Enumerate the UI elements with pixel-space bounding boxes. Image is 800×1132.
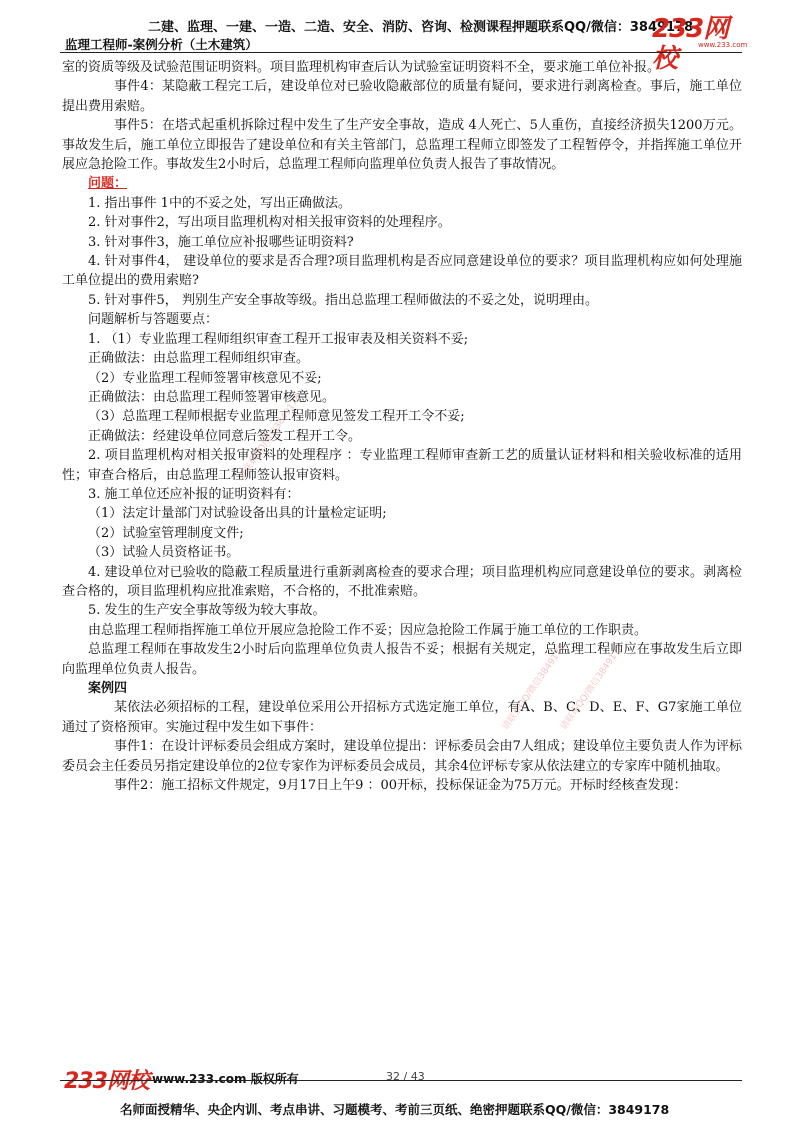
page-number: 32 / 43 — [386, 1070, 425, 1083]
document-title: 监理工程师-案例分析（土木建筑） — [65, 37, 258, 52]
answer-1-1-correction: 正确做法：由总监理工程师组织审查。 — [88, 351, 310, 367]
answer-4: 4. 建设单位对已验收的隐蔽工程质量进行重新剥离检查的要求合理；项目监理机构应同意建设单位的要求。剥离检查合格的，项目监理机构应批准索赔，不合格的，不批准索赔。 — [62, 564, 742, 599]
questions-heading: 问题： — [88, 176, 128, 192]
logo-text: 233网校 — [652, 14, 729, 74]
footer-divider — [60, 1080, 742, 1081]
answers-heading: 问题解析与答题要点： — [88, 312, 219, 328]
question-4: 4. 针对事件4， 建设单位的要求是否合理?项目监理机构是否应同意建设单位的要求？项目监理机构应如何处理施工单位提出的费用索赔? — [62, 254, 742, 289]
case-4-heading: 案例四 — [88, 681, 128, 696]
watermark: 请联系QQ/微信3849178 — [558, 642, 626, 733]
watermark: 请联系QQ/微信3849178 — [236, 392, 304, 483]
paragraph-event-4: 事件4：某隐蔽工程完工后，建设单位对已验收隐蔽部位的质量有疑问，要求进行剥离检查。事后，施工单位提出费用索赔。 — [62, 79, 742, 114]
footer-promo-line: 名师面授精华、央企内训、考点串讲、习题模考、考前三页纸、绝密押题联系QQ/微信：3849178 — [120, 1102, 670, 1117]
paragraph: 室的资质等级及试验范围证明资料。项目监理机构审查后认为试验室证明资料不全，要求施工单位补报。 — [62, 60, 661, 75]
answer-1-3-correction: 正确做法：经建设单位同意后签发工程开工令。 — [88, 428, 362, 444]
footer-logo: 233网校 — [64, 1069, 149, 1094]
logo-url: www.233.com — [698, 41, 748, 49]
footer-copyright: www.233.com 版权所有 — [152, 1072, 299, 1086]
document-body — [62, 58, 742, 795]
watermark: 请联系QQ/微信3849178 — [500, 642, 568, 733]
question-3: 3. 针对事件3，施工单位应补报哪些证明资料? — [88, 234, 354, 250]
case-4-event-1: 事件1：在设计评标委员会组成方案时，建设单位提出：评标委员会由7人组成；建设单位主要负责人作为评标委员会主任委员另指定建设单位的2位专家作为评标委员会成员，其余4位评标专家从依法建立的专家库中随机抽取。 — [62, 739, 742, 774]
answer-3-3: （3）试验人员资格证书。 — [88, 545, 240, 561]
answer-5-1: 由总监理工程师指挥施工单位开展应急抢险工作不妥；因应急抢险工作属于施工单位的工作职责。 — [88, 622, 648, 638]
header-divider — [60, 52, 742, 53]
case-4-event-2: 事件2：施工招标文件规定，9月17日上午9 ：00开标，投标保证金为75万元。开标时经核查发现： — [114, 778, 687, 794]
header-promo-line: 二建、监理、一建、一造、二造、安全、消防、咨询、检测课程押题联系QQ/微信：3849178 — [148, 20, 694, 35]
answer-1-2-correction: 正确做法：由总监理工程师签署审核意见。 — [88, 389, 336, 405]
question-1: 1. 指出事件 1中的不妥之处，写出正确做法。 — [88, 195, 351, 211]
question-2: 2. 针对事件2，写出项目监理机构对相关报审资料的处理程序。 — [88, 215, 451, 231]
question-5: 5. 针对事件5， 判别生产安全事故等级。指出总监理工程师做法的不妥之处，说明理由。 — [88, 292, 598, 308]
case-4-intro: 某依法必须招标的工程，建设单位采用公开招标方式选定施工单位，有A、B、C、D、E、F、G7家施工单位通过了资格预审。实施过程中发生如下事件： — [62, 700, 742, 735]
answer-1-3: （3）总监理工程师根据专业监理工程师意见签发工程开工令不妥; — [88, 409, 465, 425]
answer-5: 5. 发生的生产安全事故等级为较大事故。 — [88, 603, 326, 619]
answer-3: 3. 施工单位还应补报的证明资料有： — [88, 486, 300, 502]
answer-3-1: （1）法定计量部门对试验设备出具的计量检定证明; — [88, 506, 387, 522]
answer-1-1: 1. （1）专业监理工程师组织审查工程开工报审表及相关资料不妥; — [88, 331, 469, 347]
answer-2: 2. 项目监理机构对相关报审资料的处理程序 ：专业监理工程师审查新工艺的质量认证材料和相关验收标准的适用性；审查合格后，由总监理工程师签认报审资料。 — [62, 448, 742, 483]
answer-5-2: 总监理工程师在事故发生2小时后向监理单位负责人报告不妥；根据有关规定，总监理工程师应在事故发生后立即向监理单位负责人报告。 — [62, 642, 742, 677]
answer-1-2: （2）专业监理工程师签署审核意见不妥; — [88, 370, 322, 386]
brand-logo — [652, 14, 748, 74]
answer-3-2: （2）试验室管理制度文件; — [88, 525, 244, 541]
paragraph-event-5: 事件5：在塔式起重机拆除过程中发生了生产安全事故，造成 4人死亡、5人重伤，直接经济损失1200万元。事故发生后，施工单位立即报告了建设单位和有关主管部门，总监理工程师立即签发了工程暂停令，并指挥施工单位开展应急抢险工作。事故发生2小时后，总监理工程师向监理单位负责人报告了事故情况。 — [62, 118, 742, 173]
